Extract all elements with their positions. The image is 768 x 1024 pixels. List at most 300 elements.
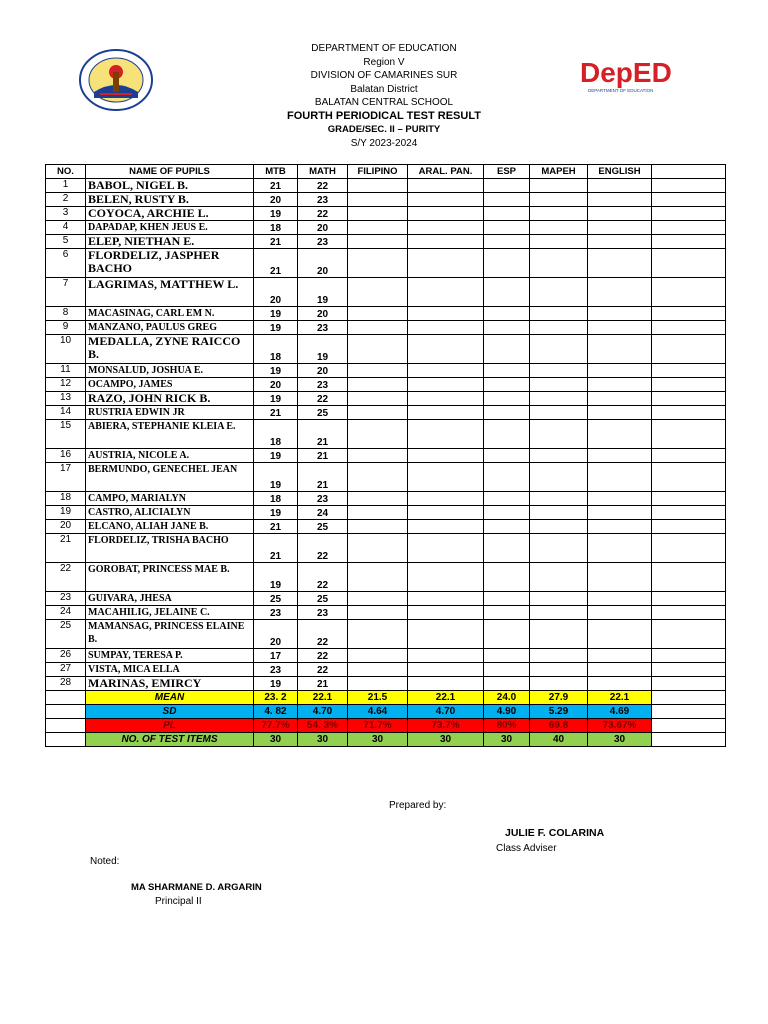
empty-cell xyxy=(588,506,652,520)
summary-label: NO. OF TEST ITEMS xyxy=(86,733,254,747)
summary-label: PL xyxy=(86,719,254,733)
empty-cell xyxy=(652,406,726,420)
deped-brand-text: DepED xyxy=(580,57,672,88)
table-row xyxy=(46,592,726,606)
pupil-name: ABIERA, STEPHANIE KLEIA E. xyxy=(86,420,254,449)
pupil-name: MACASINAG, CARL EM N. xyxy=(86,307,254,321)
summary-value: 22.1 xyxy=(588,691,652,705)
empty-cell xyxy=(530,378,588,392)
pupil-name: SUMPAY, TERESA P. xyxy=(86,649,254,663)
empty-cell xyxy=(484,278,530,307)
pupil-number: 26 xyxy=(46,649,86,663)
empty-cell xyxy=(348,364,408,378)
empty-cell xyxy=(652,392,726,406)
empty-cell xyxy=(652,677,726,691)
column-header: MTB xyxy=(254,165,298,179)
empty-cell xyxy=(348,506,408,520)
math-score: 24 xyxy=(298,506,348,520)
summary-value: 54. 3% xyxy=(298,719,348,733)
empty-cell xyxy=(530,677,588,691)
empty-cell xyxy=(408,364,484,378)
empty-cell xyxy=(348,492,408,506)
empty-cell xyxy=(652,492,726,506)
pupil-name: FLORDELIZ, JASPHER BACHO xyxy=(86,249,254,278)
empty-cell xyxy=(588,592,652,606)
summary-value: 30 xyxy=(408,733,484,747)
column-header: MATH xyxy=(298,165,348,179)
math-score: 23 xyxy=(298,492,348,506)
math-score: 22 xyxy=(298,649,348,663)
empty-cell xyxy=(588,249,652,278)
table-row xyxy=(46,420,726,449)
empty-cell xyxy=(408,207,484,221)
table-row xyxy=(46,463,726,492)
mtb-score: 19 xyxy=(254,307,298,321)
pupil-number: 18 xyxy=(46,492,86,506)
table-row xyxy=(46,506,726,520)
pupil-name: MEDALLA, ZYNE RAICCO B. xyxy=(86,335,254,364)
empty-cell xyxy=(652,449,726,463)
empty-cell xyxy=(484,649,530,663)
pupil-number: 10 xyxy=(46,335,86,364)
summary-row xyxy=(46,691,726,705)
math-score: 21 xyxy=(298,463,348,492)
summary-value: 73.7% xyxy=(408,719,484,733)
math-score: 25 xyxy=(298,406,348,420)
empty-cell xyxy=(408,179,484,193)
pupil-name: RUSTRIA EDWIN JR xyxy=(86,406,254,420)
empty-cell xyxy=(348,677,408,691)
empty-cell xyxy=(348,321,408,335)
pupil-name: FLORDELIZ, TRISHA BACHO xyxy=(86,534,254,563)
pupil-number: 27 xyxy=(46,663,86,677)
empty-cell xyxy=(530,534,588,563)
region-line: Region V xyxy=(363,56,405,68)
empty-cell xyxy=(484,677,530,691)
empty-cell xyxy=(530,193,588,207)
empty-cell xyxy=(408,249,484,278)
empty-cell xyxy=(588,179,652,193)
empty-cell xyxy=(408,649,484,663)
pupil-number: 17 xyxy=(46,463,86,492)
empty-cell xyxy=(652,649,726,663)
empty-cell xyxy=(530,449,588,463)
summary-value: 4. 82 xyxy=(254,705,298,719)
pupil-name: DAPADAP, KHEN JEUS E. xyxy=(86,221,254,235)
math-score: 20 xyxy=(298,221,348,235)
empty-cell xyxy=(408,506,484,520)
table-row xyxy=(46,663,726,677)
empty-cell xyxy=(652,235,726,249)
math-score: 22 xyxy=(298,534,348,563)
empty-cell xyxy=(652,207,726,221)
empty-cell xyxy=(408,592,484,606)
empty-cell xyxy=(484,520,530,534)
empty-cell xyxy=(588,321,652,335)
summary-value: 69.8 xyxy=(530,719,588,733)
pupil-name: MACAHILIG, JELAINE C. xyxy=(86,606,254,620)
school-year: S/Y 2023-2024 xyxy=(350,137,418,149)
empty-cell xyxy=(588,406,652,420)
table-row xyxy=(46,378,726,392)
math-score: 25 xyxy=(298,592,348,606)
summary-value: 22.1 xyxy=(408,691,484,705)
summary-value: 23. 2 xyxy=(254,691,298,705)
pupil-name: GOROBAT, PRINCESS MAE B. xyxy=(86,563,254,592)
pupil-name: CASTRO, ALICIALYN xyxy=(86,506,254,520)
mtb-score: 21 xyxy=(254,235,298,249)
empty-cell xyxy=(652,378,726,392)
prepared-by-label: Prepared by: xyxy=(389,800,447,811)
empty-cell xyxy=(484,492,530,506)
pupil-name: MAMANSAG, PRINCESS ELAINE B. xyxy=(86,620,254,649)
summary-value: 4.90 xyxy=(484,705,530,719)
empty-cell xyxy=(484,449,530,463)
empty-cell xyxy=(484,221,530,235)
pupil-number: 2 xyxy=(46,193,86,207)
pupil-number: 5 xyxy=(46,235,86,249)
empty-cell xyxy=(348,592,408,606)
empty-cell xyxy=(408,663,484,677)
empty-cell xyxy=(348,278,408,307)
empty-cell xyxy=(348,649,408,663)
table-row xyxy=(46,249,726,278)
empty-cell xyxy=(408,606,484,620)
empty-cell xyxy=(484,207,530,221)
empty-cell xyxy=(530,492,588,506)
empty-cell xyxy=(348,534,408,563)
column-header: ESP xyxy=(484,165,530,179)
table-header-row xyxy=(46,165,726,179)
empty-cell xyxy=(408,520,484,534)
empty-cell xyxy=(484,563,530,592)
empty-cell xyxy=(530,179,588,193)
empty-cell xyxy=(348,179,408,193)
empty-cell xyxy=(348,307,408,321)
summary-value: 71.7% xyxy=(348,719,408,733)
empty-cell xyxy=(46,719,86,733)
empty-cell xyxy=(484,420,530,449)
pupil-name: VISTA, MICA ELLA xyxy=(86,663,254,677)
empty-cell xyxy=(588,193,652,207)
math-score: 20 xyxy=(298,249,348,278)
empty-cell xyxy=(652,719,726,733)
district-line: Balatan District xyxy=(350,83,418,95)
empty-cell xyxy=(530,406,588,420)
empty-cell xyxy=(348,520,408,534)
math-score: 19 xyxy=(298,335,348,364)
table-row xyxy=(46,335,726,364)
summary-value: 4.69 xyxy=(588,705,652,719)
pupil-number: 22 xyxy=(46,563,86,592)
pupil-name: MONSALUD, JOSHUA E. xyxy=(86,364,254,378)
math-score: 22 xyxy=(298,179,348,193)
empty-cell xyxy=(588,620,652,649)
summary-row xyxy=(46,705,726,719)
mtb-score: 21 xyxy=(254,534,298,563)
empty-cell xyxy=(348,620,408,649)
empty-cell xyxy=(588,663,652,677)
math-score: 22 xyxy=(298,207,348,221)
school-line: BALATAN CENTRAL SCHOOL xyxy=(314,97,454,108)
math-score: 23 xyxy=(298,321,348,335)
pupil-number: 20 xyxy=(46,520,86,534)
math-score: 19 xyxy=(298,278,348,307)
table-row xyxy=(46,677,726,691)
pupil-number: 8 xyxy=(46,307,86,321)
pupil-name: BABOL, NIGEL B. xyxy=(86,179,254,193)
column-header: NO. xyxy=(46,165,86,179)
empty-cell xyxy=(484,179,530,193)
empty-cell xyxy=(530,506,588,520)
empty-cell xyxy=(408,406,484,420)
mtb-score: 20 xyxy=(254,278,298,307)
summary-value: 30 xyxy=(348,733,408,747)
column-header: FILIPINO xyxy=(348,165,408,179)
summary-label: SD xyxy=(86,705,254,719)
mtb-score: 19 xyxy=(254,563,298,592)
empty-cell xyxy=(484,235,530,249)
pupil-name: COYOCA, ARCHIE L. xyxy=(86,207,254,221)
empty-cell xyxy=(530,335,588,364)
pupil-number: 14 xyxy=(46,406,86,420)
pupil-name: BELEN, RUSTY B. xyxy=(86,193,254,207)
empty-cell xyxy=(530,307,588,321)
summary-value: 77.7% xyxy=(254,719,298,733)
pupil-name: MANZANO, PAULUS GREG xyxy=(86,321,254,335)
empty-cell xyxy=(588,534,652,563)
empty-cell xyxy=(348,193,408,207)
empty-cell xyxy=(484,249,530,278)
pupil-number: 4 xyxy=(46,221,86,235)
pupil-name: AUSTRIA, NICOLE A. xyxy=(86,449,254,463)
empty-cell xyxy=(46,691,86,705)
table-row xyxy=(46,221,726,235)
pupil-name: ELCANO, ALIAH JANE B. xyxy=(86,520,254,534)
document-title: FOURTH PERIODICAL TEST RESULT xyxy=(287,109,481,122)
empty-cell xyxy=(530,520,588,534)
deped-seal-logo xyxy=(78,48,154,112)
summary-value: 30 xyxy=(484,733,530,747)
pupil-name: ELEP, NIETHAN E. xyxy=(86,235,254,249)
empty-cell xyxy=(348,563,408,592)
mtb-score: 19 xyxy=(254,506,298,520)
math-score: 21 xyxy=(298,420,348,449)
pupil-number: 12 xyxy=(46,378,86,392)
mtb-score: 19 xyxy=(254,449,298,463)
mtb-score: 19 xyxy=(254,364,298,378)
empty-cell xyxy=(408,378,484,392)
pupil-number: 13 xyxy=(46,392,86,406)
deped-brand-logo xyxy=(578,52,682,98)
empty-cell xyxy=(46,705,86,719)
empty-cell xyxy=(652,321,726,335)
empty-cell xyxy=(530,463,588,492)
summary-value: 4.70 xyxy=(408,705,484,719)
empty-cell xyxy=(652,249,726,278)
summary-row xyxy=(46,733,726,747)
summary-value: 21.5 xyxy=(348,691,408,705)
table-row xyxy=(46,235,726,249)
empty-cell xyxy=(652,592,726,606)
table-row xyxy=(46,364,726,378)
table-row xyxy=(46,406,726,420)
empty-cell xyxy=(348,335,408,364)
empty-cell xyxy=(530,207,588,221)
empty-cell xyxy=(530,663,588,677)
table-row xyxy=(46,307,726,321)
pupil-number: 24 xyxy=(46,606,86,620)
column-header xyxy=(652,165,726,179)
empty-cell xyxy=(530,221,588,235)
empty-cell xyxy=(484,534,530,563)
mtb-score: 25 xyxy=(254,592,298,606)
math-score: 20 xyxy=(298,364,348,378)
empty-cell xyxy=(530,606,588,620)
mtb-score: 21 xyxy=(254,249,298,278)
pupil-number: 9 xyxy=(46,321,86,335)
summary-value: 73.67% xyxy=(588,719,652,733)
summary-value: 30 xyxy=(298,733,348,747)
empty-cell xyxy=(408,463,484,492)
pupil-number: 1 xyxy=(46,179,86,193)
table-row xyxy=(46,449,726,463)
empty-cell xyxy=(652,278,726,307)
empty-cell xyxy=(652,563,726,592)
table-row xyxy=(46,179,726,193)
deped-brand-sub: DEPARTMENT OF EDUCATION xyxy=(588,88,654,93)
empty-cell xyxy=(652,705,726,719)
empty-cell xyxy=(348,207,408,221)
test-result-table xyxy=(45,164,726,747)
empty-cell xyxy=(530,649,588,663)
column-header: ENGLISH xyxy=(588,165,652,179)
empty-cell xyxy=(588,606,652,620)
math-score: 23 xyxy=(298,235,348,249)
empty-cell xyxy=(484,406,530,420)
empty-cell xyxy=(588,492,652,506)
math-score: 22 xyxy=(298,563,348,592)
column-header: MAPEH xyxy=(530,165,588,179)
mtb-score: 19 xyxy=(254,207,298,221)
empty-cell xyxy=(588,364,652,378)
empty-cell xyxy=(408,534,484,563)
empty-cell xyxy=(588,221,652,235)
table-row xyxy=(46,492,726,506)
table-row xyxy=(46,321,726,335)
empty-cell xyxy=(348,221,408,235)
empty-cell xyxy=(652,534,726,563)
mtb-score: 18 xyxy=(254,221,298,235)
pupil-number: 15 xyxy=(46,420,86,449)
summary-value: 80% xyxy=(484,719,530,733)
empty-cell xyxy=(588,520,652,534)
empty-cell xyxy=(484,335,530,364)
empty-cell xyxy=(408,620,484,649)
pupil-name: CAMPO, MARIALYN xyxy=(86,492,254,506)
empty-cell xyxy=(652,179,726,193)
empty-cell xyxy=(348,392,408,406)
dept-line: DEPARTMENT OF EDUCATION xyxy=(311,43,457,54)
empty-cell xyxy=(588,420,652,449)
empty-cell xyxy=(652,307,726,321)
math-score: 23 xyxy=(298,378,348,392)
empty-cell xyxy=(588,563,652,592)
empty-cell xyxy=(484,321,530,335)
pupil-number: 21 xyxy=(46,534,86,563)
summary-value: 4.70 xyxy=(298,705,348,719)
empty-cell xyxy=(484,592,530,606)
mtb-score: 18 xyxy=(254,492,298,506)
empty-cell xyxy=(484,307,530,321)
empty-cell xyxy=(348,606,408,620)
pupil-number: 7 xyxy=(46,278,86,307)
empty-cell xyxy=(408,677,484,691)
empty-cell xyxy=(408,392,484,406)
empty-cell xyxy=(484,463,530,492)
empty-cell xyxy=(484,392,530,406)
division-line: DIVISION OF CAMARINES SUR xyxy=(310,70,458,81)
math-score: 23 xyxy=(298,606,348,620)
empty-cell xyxy=(530,592,588,606)
math-score: 21 xyxy=(298,449,348,463)
empty-cell xyxy=(408,235,484,249)
empty-cell xyxy=(530,321,588,335)
table-row xyxy=(46,278,726,307)
pupil-name: MARINAS, EMIRCY xyxy=(86,677,254,691)
empty-cell xyxy=(530,420,588,449)
empty-cell xyxy=(408,492,484,506)
pupil-name: GUIVARA, JHESA xyxy=(86,592,254,606)
empty-cell xyxy=(588,463,652,492)
empty-cell xyxy=(408,335,484,364)
empty-cell xyxy=(652,221,726,235)
empty-cell xyxy=(348,663,408,677)
mtb-score: 19 xyxy=(254,463,298,492)
empty-cell xyxy=(588,235,652,249)
table-row xyxy=(46,563,726,592)
empty-cell xyxy=(348,249,408,278)
empty-cell xyxy=(652,506,726,520)
summary-value: 4.64 xyxy=(348,705,408,719)
empty-cell xyxy=(588,677,652,691)
empty-cell xyxy=(588,449,652,463)
empty-cell xyxy=(588,392,652,406)
empty-cell xyxy=(408,321,484,335)
pupil-number: 3 xyxy=(46,207,86,221)
empty-cell xyxy=(530,563,588,592)
adviser-title: Class Adviser xyxy=(496,843,557,854)
summary-value: 30 xyxy=(588,733,652,747)
empty-cell xyxy=(484,663,530,677)
table-row xyxy=(46,520,726,534)
math-score: 23 xyxy=(298,193,348,207)
empty-cell xyxy=(484,620,530,649)
pupil-number: 19 xyxy=(46,506,86,520)
summary-value: 24.0 xyxy=(484,691,530,705)
math-score: 20 xyxy=(298,307,348,321)
empty-cell xyxy=(408,307,484,321)
table-row xyxy=(46,649,726,663)
mtb-score: 18 xyxy=(254,420,298,449)
empty-cell xyxy=(348,378,408,392)
empty-cell xyxy=(588,207,652,221)
math-score: 22 xyxy=(298,663,348,677)
empty-cell xyxy=(652,663,726,677)
empty-cell xyxy=(588,278,652,307)
empty-cell xyxy=(408,563,484,592)
empty-cell xyxy=(408,193,484,207)
